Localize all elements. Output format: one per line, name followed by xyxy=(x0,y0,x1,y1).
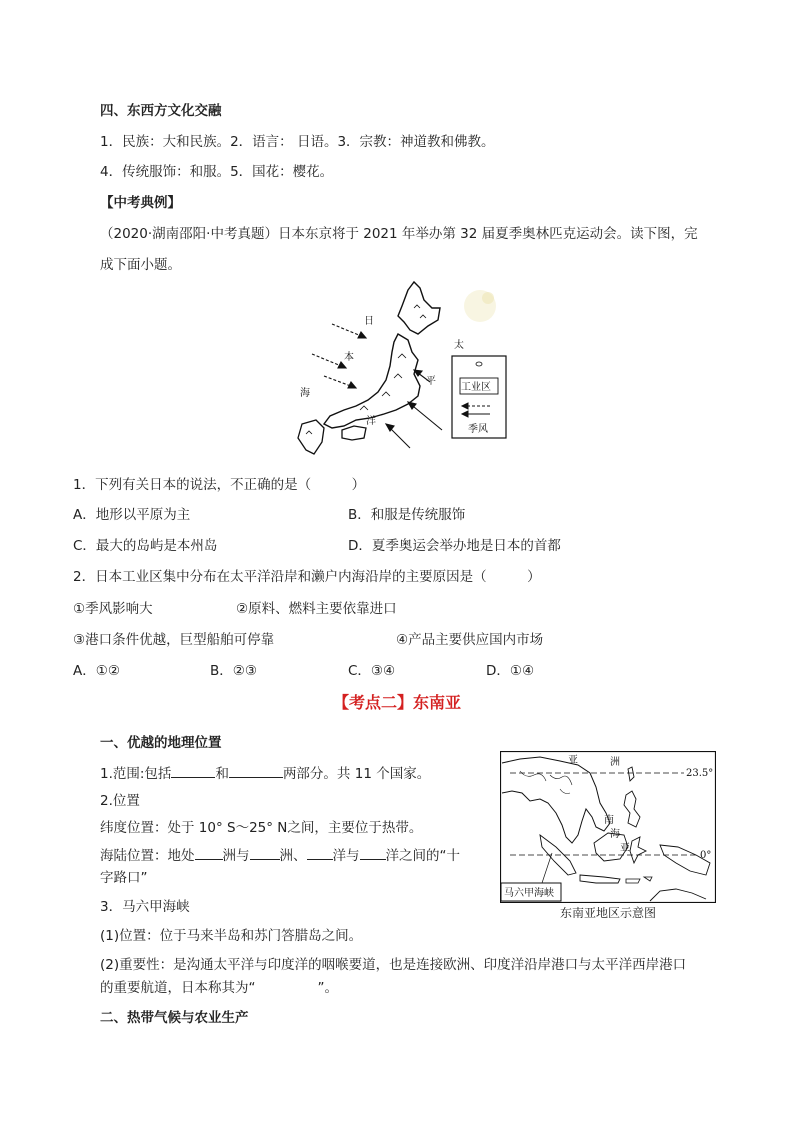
q1-option-d: D．夏季奥运会举办地是日本的首都 xyxy=(348,538,561,554)
q1-stem: 1．下列有关日本的说法，不正确的是（ ） xyxy=(73,477,366,493)
sea-blank-3[interactable] xyxy=(307,845,333,860)
range-blank-2[interactable] xyxy=(229,763,283,778)
map-label-nan: 南 xyxy=(604,815,614,826)
q2-option-a: A．①② xyxy=(73,663,120,679)
sea-land-line-2: 字路口” xyxy=(100,870,148,886)
sea-text-2: 洲与 xyxy=(222,848,250,864)
map-label-tai: 太 xyxy=(454,340,464,351)
location-subheading: 一、优越的地理位置 xyxy=(100,735,222,751)
map-label-zhou: 洲 xyxy=(610,757,620,768)
map-label-ri: 日 xyxy=(364,316,374,327)
malacca-heading: 3．马六甲海峡 xyxy=(100,899,190,915)
sea-text-4: 洋与 xyxy=(332,848,360,864)
malacca-importance-1: (2)重要性：是沟通太平洋与印度洋的咽喉要道，也是连接欧洲、印度洋沿岸港口与太平洋西岸港口 xyxy=(100,957,687,973)
southeast-asia-map xyxy=(500,751,716,903)
q2-option-b: B．②③ xyxy=(210,663,257,679)
map-label-hai: 海 xyxy=(300,388,310,399)
q2-option-d: D．①④ xyxy=(486,663,535,679)
malacca-position: (1)位置：位于马来半岛和苏门答腊岛之间。 xyxy=(100,928,363,944)
map-label-hai: 海 xyxy=(610,829,620,840)
legend-industrial: 工业区 xyxy=(461,382,491,393)
section-heading-culture: 四、东西方文化交融 xyxy=(100,103,222,119)
position-heading: 2.位置 xyxy=(100,793,140,809)
example-intro-line-1: （2020·湖南邵阳·中考真题）日本东京将于 2021 年举办第 32 届夏季奥林匹克运动会。读下图，完 xyxy=(100,226,698,242)
climate-subheading: 二、热带气候与农业生产 xyxy=(100,1010,249,1026)
sea-land-line xyxy=(100,845,460,866)
map-label-ping: 平 xyxy=(426,376,436,387)
q2-option-c: C．③④ xyxy=(348,663,396,679)
q1-option-a: A．地形以平原为主 xyxy=(73,507,191,523)
map-label-yang: 洋 xyxy=(366,416,376,427)
sea-text-5: 洋之间的“十 xyxy=(385,848,460,864)
map-label-ya: 亚 xyxy=(620,843,630,854)
range-text-1: 1.范围:包括 xyxy=(100,766,172,782)
latitude-line: 纬度位置：处于 10° S～25° N之间，主要位于热带。 xyxy=(100,820,423,836)
q2-statement-3: ③港口条件优越，巨型船舶可停靠 xyxy=(73,632,275,648)
sea-text-1: 海陆位置：地处 xyxy=(100,848,195,864)
sea-blank-4[interactable] xyxy=(360,845,386,860)
malacca-importance-text: 的重要航道，日本称其为“ xyxy=(100,980,256,996)
q2-statement-4: ④产品主要供应国内市场 xyxy=(396,632,544,648)
q1-option-b: B．和服是传统服饰 xyxy=(348,507,466,523)
sea-blank-2[interactable] xyxy=(250,845,280,860)
culture-line-1: 1．民族：大和民族。2．语言： 日语。3．宗教：神道教和佛教。 xyxy=(100,134,495,150)
malacca-importance-end: ”。 xyxy=(317,980,338,996)
map-label-ben: 本 xyxy=(344,352,354,363)
map-label-asia: 亚 xyxy=(568,755,578,766)
culture-line-2: 4．传统服饰：和服。5．国花：樱花。 xyxy=(100,164,334,180)
equator-label: 0° xyxy=(700,850,712,861)
range-blank-1[interactable] xyxy=(171,763,215,778)
japan-map xyxy=(290,278,530,468)
strait-label: 马六甲海峡 xyxy=(504,888,554,899)
range-text-3: 两部分。共 11 个国家。 xyxy=(282,766,431,782)
sea-text-3: 洲、 xyxy=(279,848,307,864)
tropic-label: 23.5° xyxy=(686,768,714,779)
q1-option-c: C．最大的岛屿是本州岛 xyxy=(73,538,218,554)
sea-map-caption: 东南亚地区示意图 xyxy=(559,906,656,920)
legend-monsoon: 季风 xyxy=(468,424,488,435)
q2-stem: 2．日本工业区集中分布在太平洋沿岸和濑户内海沿岸的主要原因是（ ） xyxy=(73,569,541,585)
range-line xyxy=(100,763,430,784)
q2-statement-2: ②原料、燃料主要依靠进口 xyxy=(236,601,397,617)
sea-blank-1[interactable] xyxy=(195,845,223,860)
malacca-importance-2 xyxy=(100,978,338,998)
kaodian2-title: 【考点二】东南亚 xyxy=(332,693,461,712)
example-heading: 【中考典例】 xyxy=(100,195,181,211)
range-text-2: 和 xyxy=(215,766,229,782)
q2-statement-1: ①季风影响大 xyxy=(73,601,153,617)
example-intro-line-2: 成下面小题。 xyxy=(100,257,181,273)
